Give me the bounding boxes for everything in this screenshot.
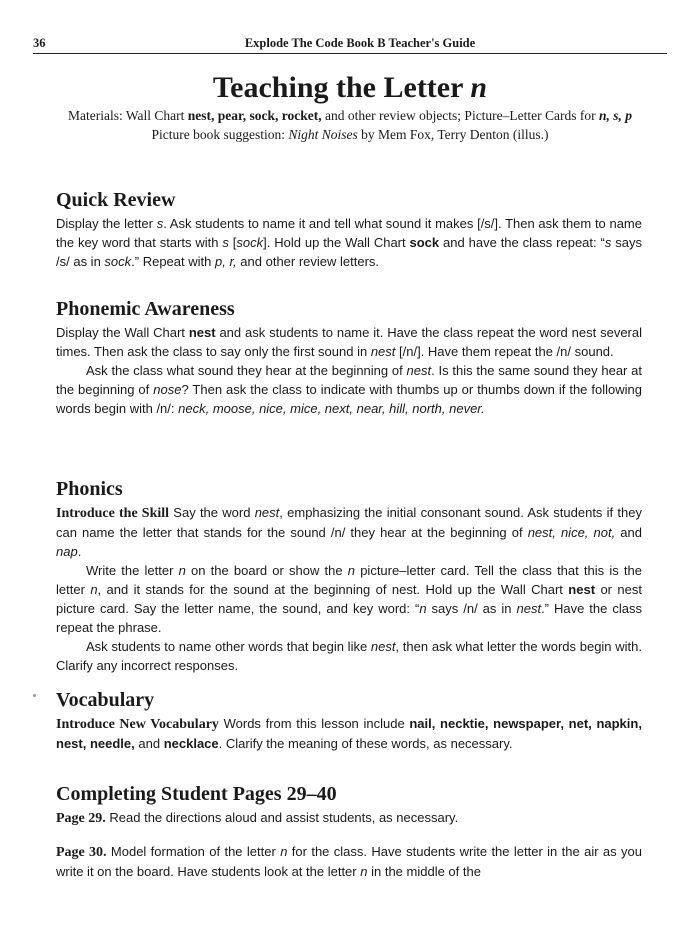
paragraph: Page 29. Read the directions aloud and assist students, as necessary. [56, 810, 459, 826]
section-phonics [56, 477, 642, 675]
section-heading: Phonemic Awareness [56, 298, 235, 320]
paragraph: Page 30. Model formation of the letter n for the class. Have students write the letter in the air as you write it on the board. Have students look at the letter n in the middle of the [56, 844, 642, 879]
paragraph: Introduce New Vocabulary Words from this lesson include nail, necktie, newspaper, net, napkin, nest, needle, and necklace. Clarify the meaning of these words, as necessary. [56, 716, 642, 751]
page-title: Teaching the Letter n [212, 71, 488, 104]
picture-book-suggestion: Picture book suggestion: Night Noises by Mem Fox, Terry Denton (illus.) [151, 127, 549, 142]
running-head [33, 36, 667, 54]
running-head-title: Explode The Code Book B Teacher's Guide [244, 36, 476, 50]
section-student-pages [56, 782, 642, 881]
margin-mark [33, 694, 36, 697]
paragraph: Ask the class what sound they hear at the beginning of nest. Is this the same sound they hear at the beginning of nose? Then ask the class to indicate with thumbs up or thumbs down if the following words begin with /n/: neck, moose, nice, mice, next, near, hill, north, never. [56, 363, 642, 416]
section-vocabulary [56, 688, 642, 753]
paragraph: Introduce the Skill Say the word nest, emphasizing the initial consonant sound. Ask students if they can name the letter that stands for the sound /n/ they hear at the beginning of nest, nice, not, and nap. [56, 505, 642, 559]
section-heading: Phonics [56, 478, 123, 500]
materials-line: Materials: Wall Chart nest, pear, sock, rocket, and other review objects; Picture–Letter Cards for n, s, p [67, 108, 633, 123]
paragraph: Ask students to name other words that begin like nest, then ask what letter the words begin with. Clarify any incorrect responses. [56, 639, 642, 673]
section-phonemic-awareness [56, 297, 642, 418]
paragraph: Write the letter n on the board or show the n picture–letter card. Tell the class that this is the letter n, and it stands for the sound at the beginning of nest. Hold up the Wall Chart nest or nest picture card. Say the letter name, the sound, and key word: “n says /n/ as in nest.” Have the class repeat the phrase. [56, 563, 642, 635]
title-letter: n [470, 71, 488, 104]
lesson-header [40, 70, 660, 144]
paragraph: Display the letter s. Ask students to name it and tell what sound it makes [/s/]. Then ask them to name the key word that starts with s [sock]. Hold up the Wall Chart sock and have the class repeat: “s says /s/ as in sock.” Repeat with p, r, and other review letters. [56, 216, 642, 269]
section-heading: Vocabulary [56, 689, 155, 711]
section-heading: Quick Review [56, 189, 176, 211]
section-heading: Completing Student Pages 29–40 [56, 783, 337, 805]
section-quick-review [56, 188, 642, 271]
page-number: 36 [33, 36, 46, 50]
paragraph: Display the Wall Chart nest and ask students to name it. Have the class repeat the word nest several times. Then ask the class to say only the first sound in nest [/n/]. Have them repeat the /n/ sound. [56, 325, 642, 359]
